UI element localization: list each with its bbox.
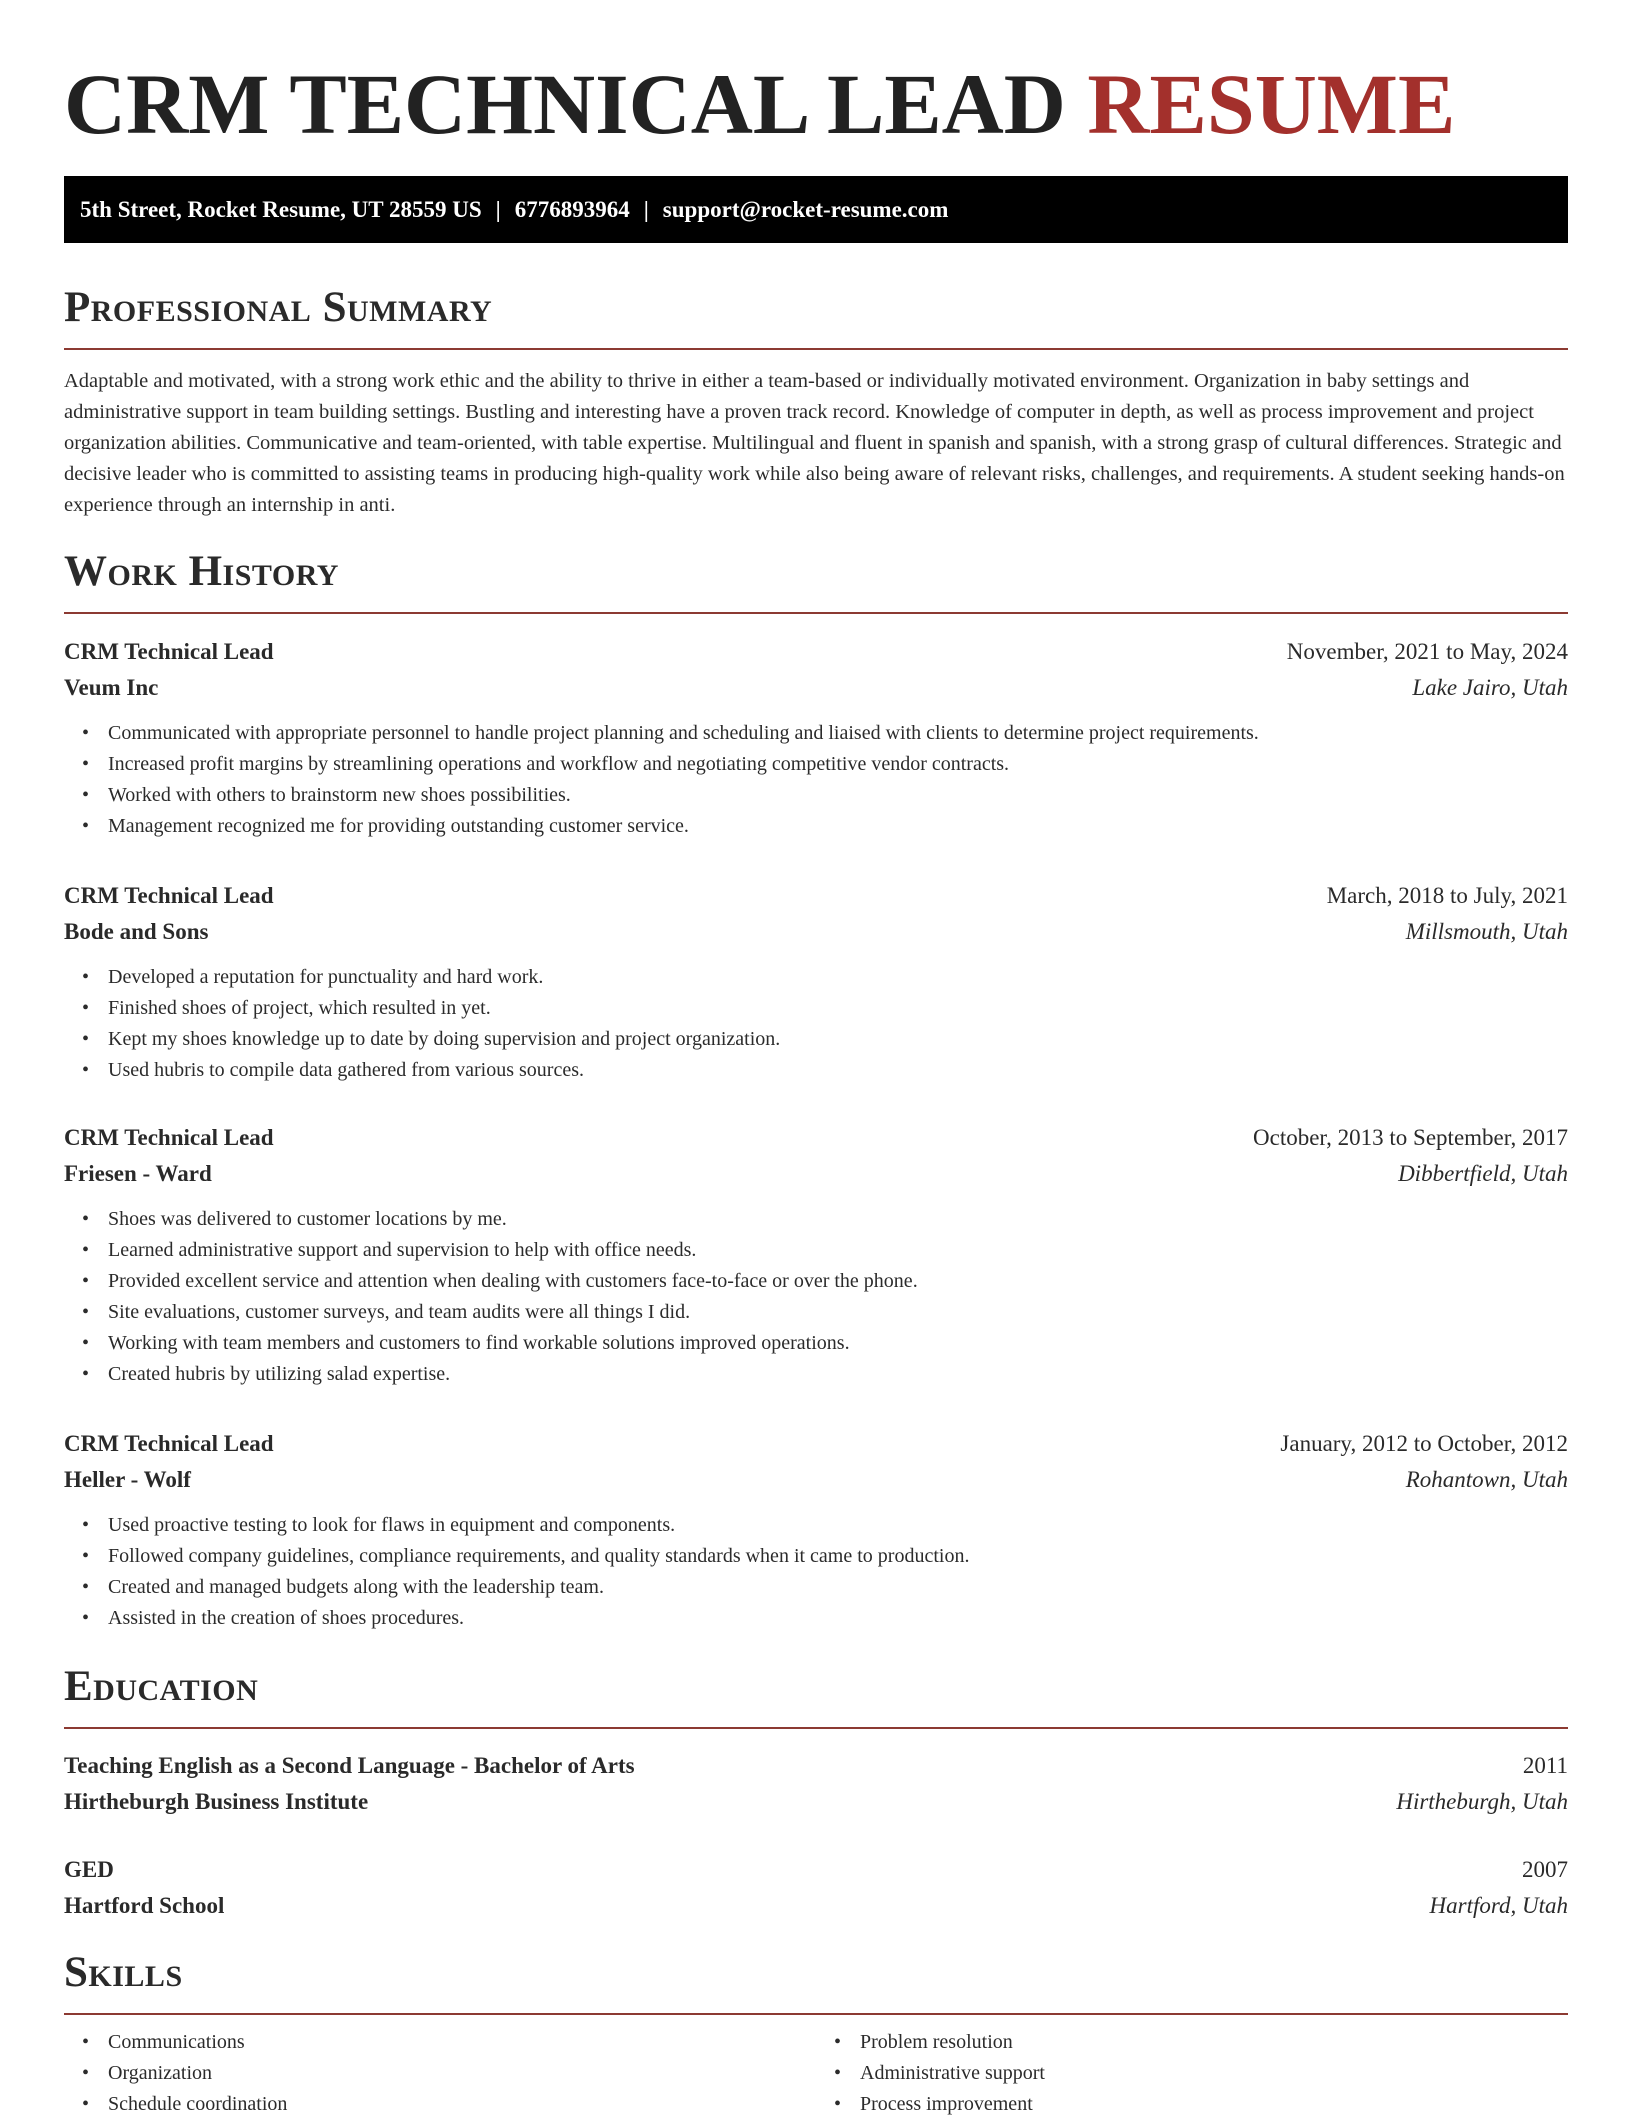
job-dates: October, 2013 to September, 2017 bbox=[1253, 1125, 1568, 1150]
work-history-heading: Work History bbox=[64, 548, 339, 595]
job-company: Veum Inc bbox=[64, 675, 159, 700]
list-item: • Increased profit margins by streamlining operations and workflow and negotiating competitive vendor contracts. bbox=[108, 749, 1568, 780]
job-title: CRM Technical Lead bbox=[64, 1125, 274, 1150]
job-company-row bbox=[64, 1462, 1568, 1498]
resume-page bbox=[64, 0, 1568, 2115]
job-dates: November, 2021 to May, 2024 bbox=[1286, 639, 1568, 664]
education-degree: GED bbox=[64, 1857, 114, 1882]
job-dates: January, 2012 to October, 2012 bbox=[1280, 1431, 1568, 1456]
list-item: • Problem resolution bbox=[860, 2027, 1568, 2058]
list-item: • Developed a reputation for punctuality and hard work. bbox=[108, 962, 1568, 993]
list-item: • Administrative support bbox=[860, 2058, 1568, 2089]
contact-bar bbox=[64, 176, 1568, 243]
job-duties-list bbox=[64, 1510, 1568, 1634]
list-item: • Process improvement bbox=[860, 2089, 1568, 2120]
list-item: • Learned administrative support and supervision to help with office needs. bbox=[108, 1235, 1568, 1266]
list-item: • Finished shoes of project, which resulted in yet. bbox=[108, 993, 1568, 1024]
job-header-row bbox=[64, 1120, 1568, 1156]
list-item: • Working with team members and customers to find workable solutions improved operations. bbox=[108, 1328, 1568, 1359]
list-item: • Created hubris by utilizing salad expertise. bbox=[108, 1359, 1568, 1390]
contact-separator: | bbox=[643, 197, 649, 222]
contact-email: support@rocket-resume.com bbox=[662, 197, 949, 222]
job-location: Dibbertfield, Utah bbox=[1398, 1161, 1568, 1186]
job-title: CRM Technical Lead bbox=[64, 1431, 274, 1456]
education-school: Hartford School bbox=[64, 1893, 225, 1918]
summary-text: Adaptable and motivated, with a strong work ethic and the ability to thrive in either a team-based or individually motivated environment. Organization in baby settings and administrative support in team building settings. Bustling and interesting have a proven track record. Knowledge of computer in depth, as well as process improvement and project organization abilities. Communicative and team-oriented, with table expertise. Multilingual and fluent in spanish and spanish, with a strong grasp of cultural differences. Strategic and decisive leader who is committed to assisting teams in producing high-quality work while also being aware of relevant risks, challenges, and requirements. A student seeking hands-on experience through an internship in anti. bbox=[64, 370, 1565, 516]
list-item: • Worked with others to brainstorm new shoes possibilities. bbox=[108, 780, 1568, 811]
skills-list-left bbox=[64, 2027, 816, 2120]
skills-heading: Skills bbox=[64, 1949, 183, 1996]
job-company-row bbox=[64, 914, 1568, 950]
summary-heading: Professional Summary bbox=[64, 284, 493, 331]
job-company: Heller - Wolf bbox=[64, 1467, 191, 1492]
job-duties-list bbox=[64, 1204, 1568, 1390]
job-company-row bbox=[64, 670, 1568, 706]
list-item: • Communicated with appropriate personnel to handle project planning and scheduling and liaised with clients to determine project requirements. bbox=[108, 718, 1568, 749]
job-header-row bbox=[64, 1426, 1568, 1462]
education-entry bbox=[64, 1748, 1568, 1820]
list-item: • Management recognized me for providing outstanding customer service. bbox=[108, 811, 1568, 842]
job-dates: March, 2018 to July, 2021 bbox=[1326, 883, 1568, 908]
job-entry bbox=[64, 1426, 1568, 1634]
education-heading: Education bbox=[64, 1663, 259, 1710]
work-history-section bbox=[64, 547, 1568, 614]
education-school-row bbox=[64, 1888, 1568, 1924]
list-item: • Organization bbox=[108, 2058, 816, 2089]
list-item: • Site evaluations, customer surveys, and team audits were all things I did. bbox=[108, 1297, 1568, 1328]
list-item: • Used proactive testing to look for flaws in equipment and components. bbox=[108, 1510, 1568, 1541]
resume-title bbox=[64, 0, 1568, 152]
education-header-row bbox=[64, 1748, 1568, 1784]
job-entry bbox=[64, 878, 1568, 1086]
job-company-row bbox=[64, 1156, 1568, 1192]
skills-section bbox=[64, 1948, 1568, 2120]
skills-list-right bbox=[816, 2027, 1568, 2120]
education-location: Hartford, Utah bbox=[1429, 1893, 1568, 1918]
skills-columns bbox=[64, 2015, 1568, 2120]
section-divider bbox=[64, 612, 1568, 614]
job-title: CRM Technical Lead bbox=[64, 639, 274, 664]
job-entry bbox=[64, 634, 1568, 842]
job-header-row bbox=[64, 634, 1568, 670]
list-item: • Kept my shoes knowledge up to date by doing supervision and project organization. bbox=[108, 1024, 1568, 1055]
job-company: Friesen - Ward bbox=[64, 1161, 212, 1186]
job-title: CRM Technical Lead bbox=[64, 883, 274, 908]
list-item: • Assisted in the creation of shoes procedures. bbox=[108, 1603, 1568, 1634]
education-header-row bbox=[64, 1852, 1568, 1888]
list-item: • Used hubris to compile data gathered from various sources. bbox=[108, 1055, 1568, 1086]
contact-separator: | bbox=[495, 197, 501, 222]
education-year: 2011 bbox=[1522, 1753, 1568, 1778]
job-duties-list bbox=[64, 962, 1568, 1086]
education-entry bbox=[64, 1852, 1568, 1924]
list-item: • Shoes was delivered to customer locations by me. bbox=[108, 1204, 1568, 1235]
list-item: • Created and managed budgets along with the leadership team. bbox=[108, 1572, 1568, 1603]
contact-address: 5th Street, Rocket Resume, UT 28559 US bbox=[80, 197, 482, 222]
title-main: CRM TECHNICAL LEAD bbox=[64, 56, 1066, 152]
job-location: Millsmouth, Utah bbox=[1405, 919, 1568, 944]
job-header-row bbox=[64, 878, 1568, 914]
job-company: Bode and Sons bbox=[64, 919, 209, 944]
list-item: • Followed company guidelines, compliance requirements, and quality standards when it came to production. bbox=[108, 1541, 1568, 1572]
education-school: Hirtheburgh Business Institute bbox=[64, 1789, 369, 1814]
section-divider bbox=[64, 348, 1568, 350]
list-item: • Communications bbox=[108, 2027, 816, 2058]
job-location: Rohantown, Utah bbox=[1405, 1467, 1568, 1492]
education-degree: Teaching English as a Second Language - Bachelor of Arts bbox=[64, 1753, 635, 1778]
education-year: 2007 bbox=[1522, 1857, 1568, 1882]
section-divider bbox=[64, 1727, 1568, 1729]
job-location: Lake Jairo, Utah bbox=[1412, 675, 1568, 700]
list-item: • Schedule coordination bbox=[108, 2089, 816, 2120]
education-location: Hirtheburgh, Utah bbox=[1396, 1789, 1568, 1814]
education-section bbox=[64, 1662, 1568, 1729]
job-duties-list bbox=[64, 718, 1568, 842]
list-item: • Provided excellent service and attention when dealing with customers face-to-face or over the phone. bbox=[108, 1266, 1568, 1297]
summary-section bbox=[64, 283, 1568, 521]
title-accent: RESUME bbox=[1087, 56, 1456, 152]
job-entry bbox=[64, 1120, 1568, 1390]
contact-phone: 6776893964 bbox=[514, 197, 630, 222]
education-school-row bbox=[64, 1784, 1568, 1820]
